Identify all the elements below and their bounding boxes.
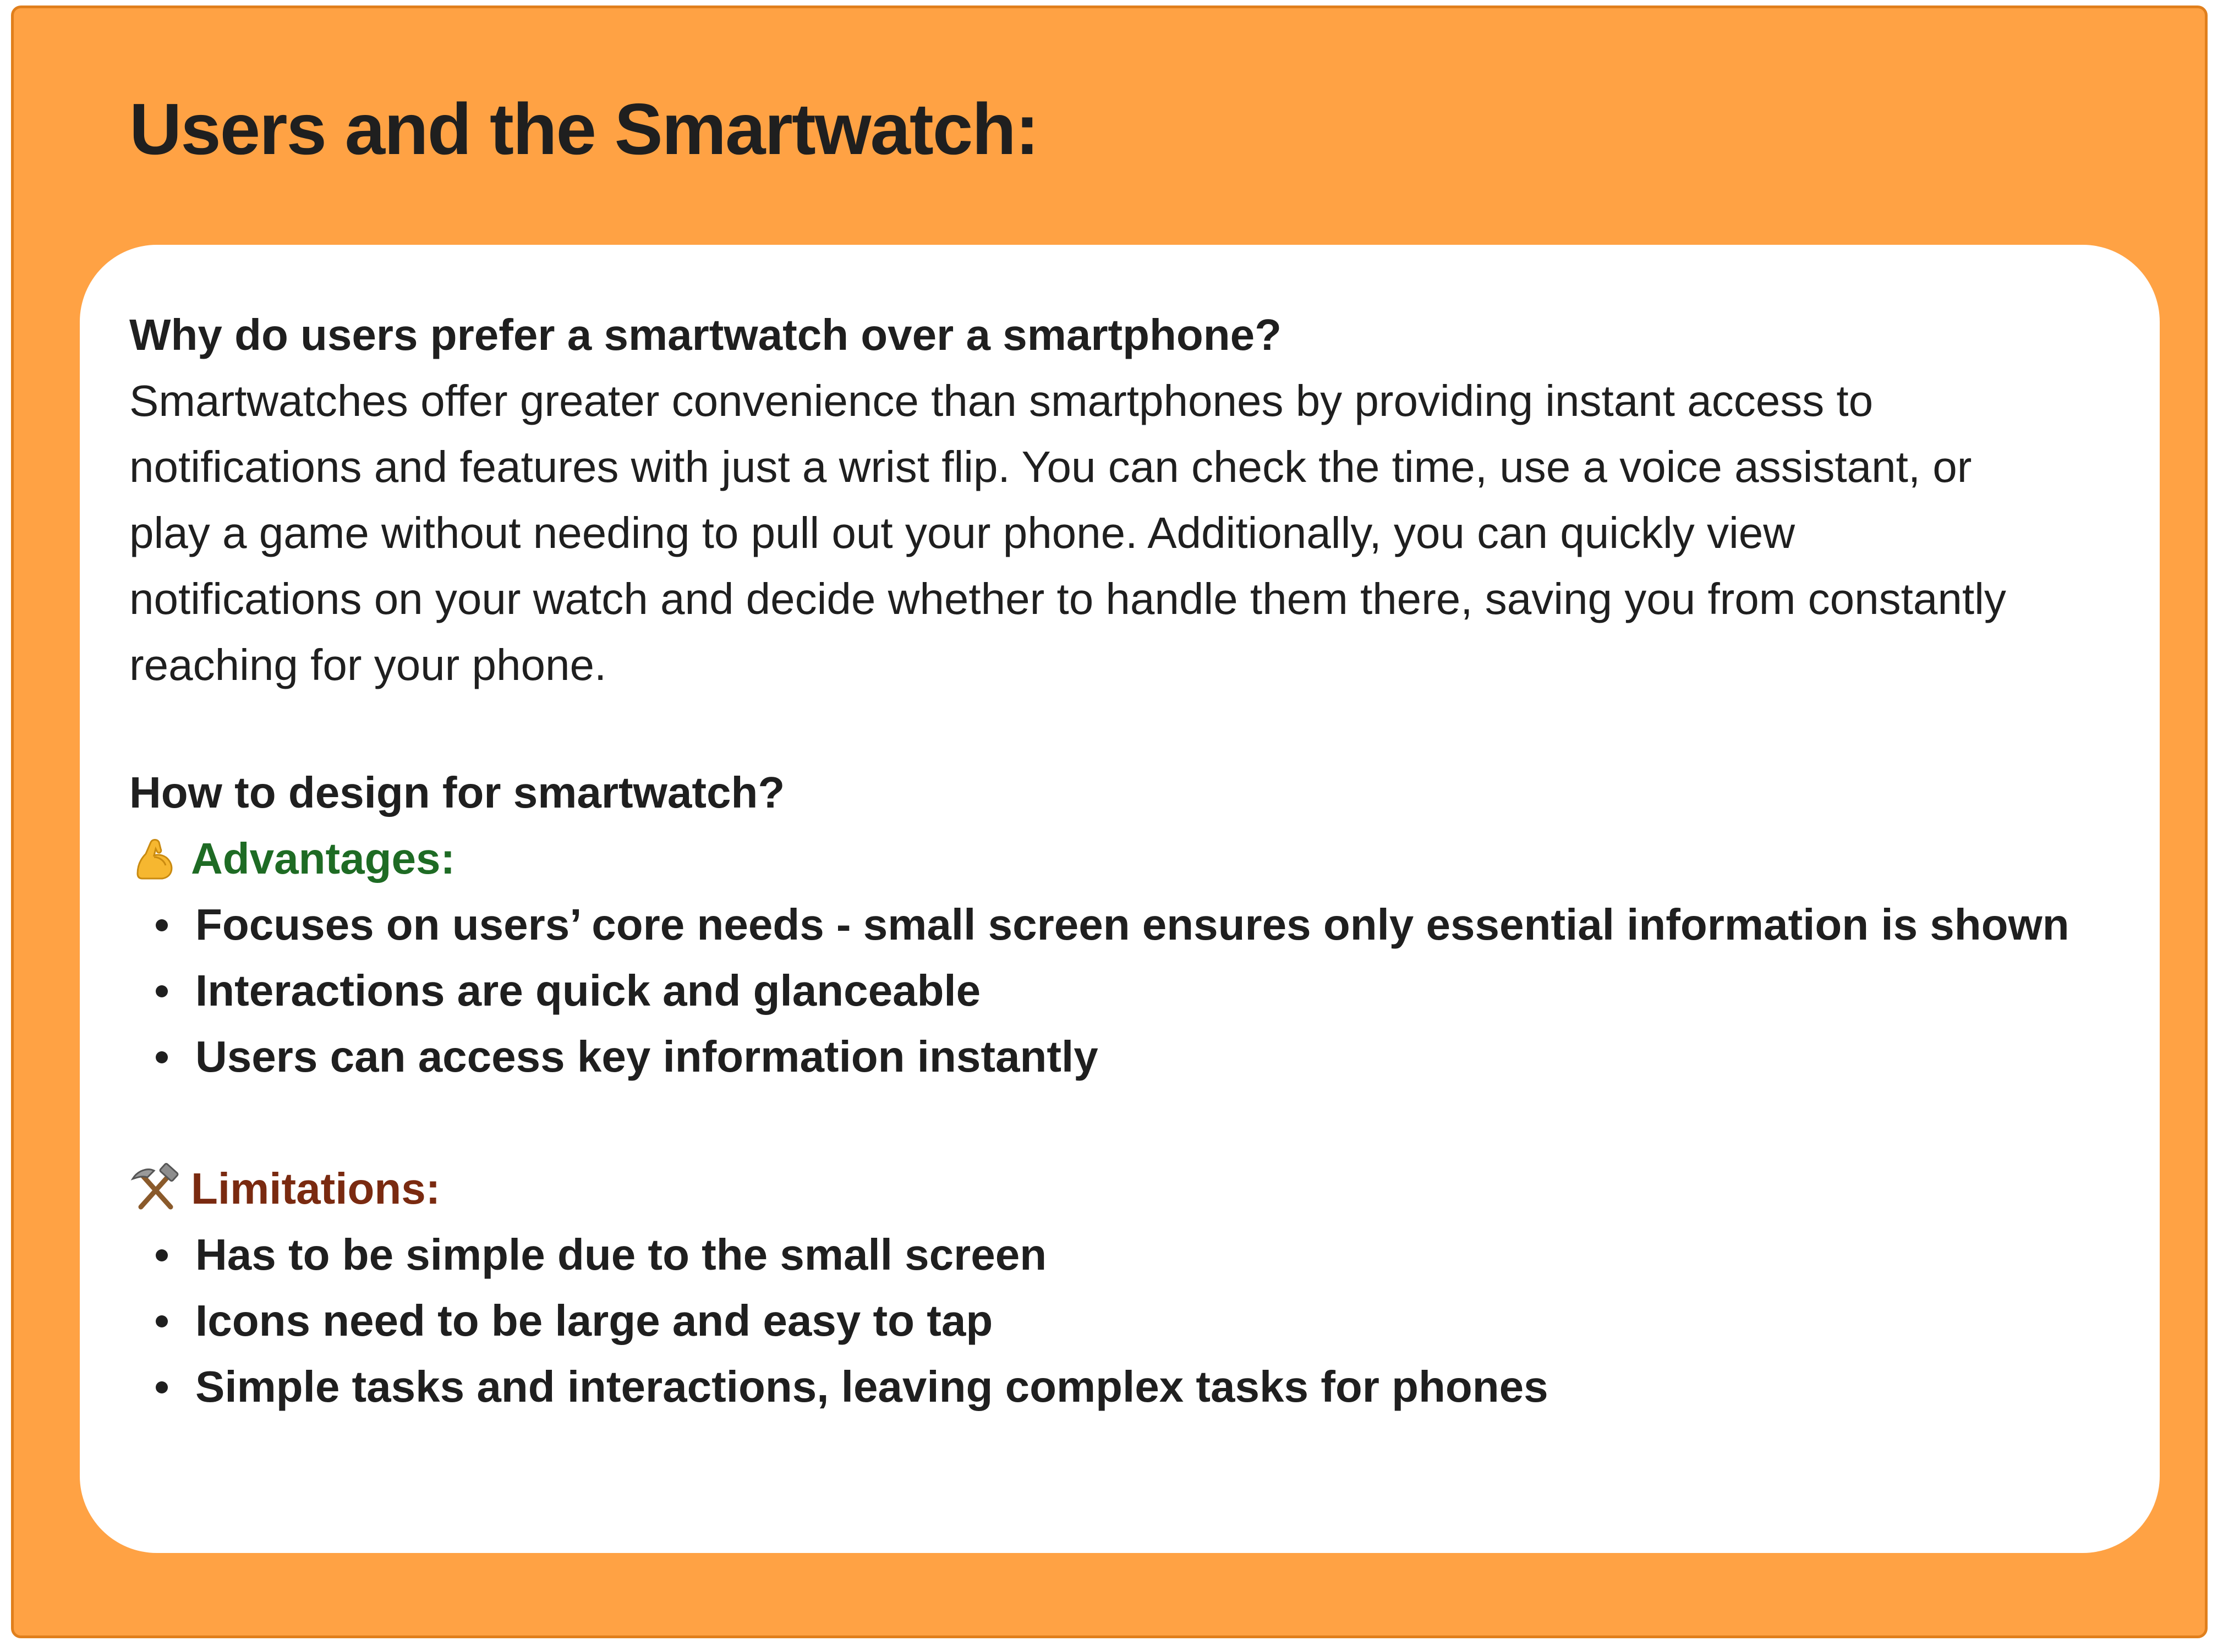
- design-question: How to design for smartwatch?: [129, 768, 785, 817]
- orange-frame: [11, 6, 2208, 1638]
- list-item: [129, 1288, 2110, 1354]
- bullet-dot: [156, 1315, 168, 1327]
- limitation-text: Simple tasks and interactions, leaving complex tasks for phones: [195, 1362, 1548, 1411]
- page-title: Users and the Smartwatch:: [129, 89, 1038, 169]
- advantage-text: Focuses on users’ core needs - small screen ensures only essential information is shown: [195, 900, 2069, 949]
- bullet-dot: [156, 919, 168, 931]
- list-item: [129, 1354, 2110, 1420]
- advantage-text: Interactions are quick and glanceable: [195, 966, 981, 1015]
- limitations-heading: [129, 1156, 2110, 1222]
- list-item: [129, 958, 2110, 1024]
- list-item: [129, 1024, 2110, 1090]
- why-answer-line-2: notifications and features with just a wrist flip. You can check the time, use a voice assistant, or: [129, 442, 1972, 491]
- bullet-dot: [156, 1051, 168, 1063]
- advantages-label: Advantages:: [191, 834, 456, 883]
- why-answer-line-4: notifications on your watch and decide whether to handle them there, saving you from constantly: [129, 574, 2006, 623]
- advantages-list: [129, 892, 2110, 1090]
- bullet-dot: [156, 985, 168, 997]
- limitations-label: Limitations:: [191, 1164, 441, 1213]
- bullet-dot: [156, 1381, 168, 1393]
- limitations-list: [129, 1222, 2110, 1420]
- content-card: [80, 245, 2160, 1553]
- list-item: [129, 1222, 2110, 1288]
- flexed-biceps-icon: [129, 832, 182, 885]
- hammer-and-pick-icon: [129, 1162, 182, 1215]
- advantages-heading: [129, 826, 2110, 892]
- why-question: Why do users prefer a smartwatch over a smartphone?: [129, 310, 1282, 359]
- why-answer-line-5: reaching for your phone.: [129, 640, 607, 689]
- spacer: [129, 698, 2110, 760]
- limitation-text: Has to be simple due to the small screen: [195, 1230, 1047, 1279]
- advantage-text: Users can access key information instantly: [195, 1032, 1098, 1081]
- why-answer-line-3: play a game without needing to pull out your phone. Additionally, you can quickly view: [129, 508, 1795, 557]
- limitation-text: Icons need to be large and easy to tap: [195, 1296, 993, 1345]
- spacer: [129, 1090, 2110, 1156]
- list-item: [129, 892, 2110, 958]
- bullet-dot: [156, 1249, 168, 1261]
- why-answer-line-1: Smartwatches offer greater convenience than smartphones by providing instant access to: [129, 376, 1874, 425]
